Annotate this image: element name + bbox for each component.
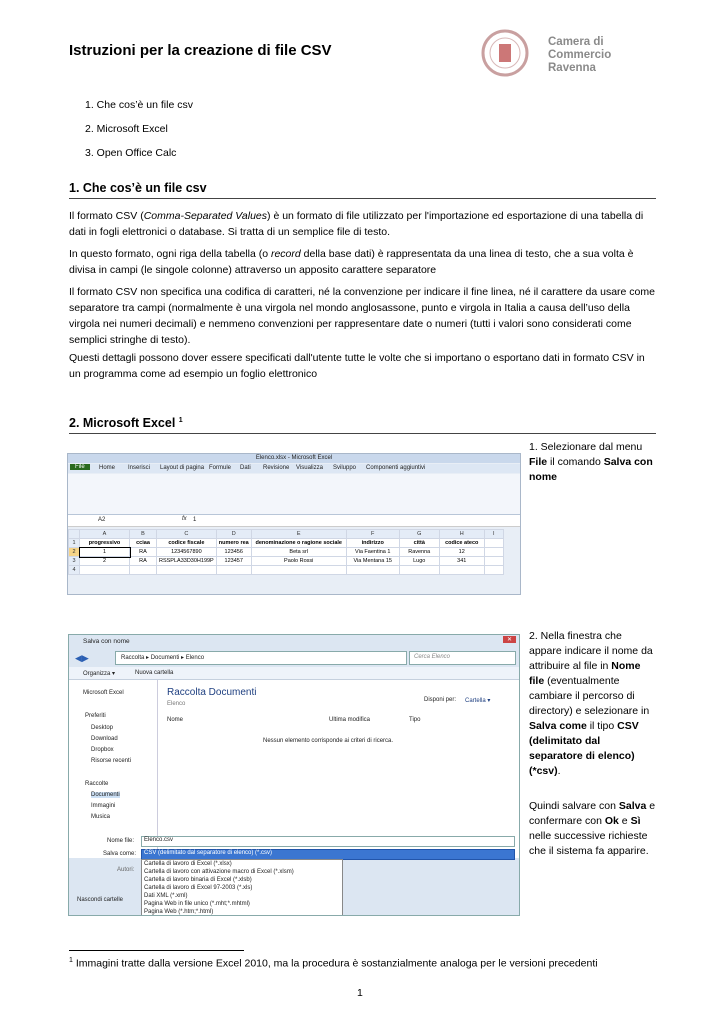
dropdown-option[interactable]: Cartella di lavoro di Excel (*.xlsx) bbox=[144, 861, 232, 867]
cell[interactable]: 2 bbox=[80, 557, 130, 566]
save-type-dropdown[interactable] bbox=[141, 859, 343, 916]
cell[interactable]: 1 bbox=[80, 548, 130, 557]
page-number: 1 bbox=[357, 987, 363, 999]
dialog-title: Salva con nome bbox=[83, 638, 130, 645]
text: della base dati) è rappresentata da una linea di testo, che a sua volta è divisa in campi (le singole colonne) attraverso un apposito carattere separatore bbox=[69, 248, 634, 276]
table-of-contents bbox=[85, 93, 193, 165]
nav-download[interactable]: Download bbox=[91, 736, 118, 742]
cell[interactable] bbox=[484, 548, 503, 557]
column-header[interactable]: B bbox=[130, 530, 157, 539]
text: il tipo bbox=[586, 720, 618, 732]
text: (eventualmente cambiare il percorso di directory) e selezionare in bbox=[529, 675, 650, 717]
cell[interactable]: RA bbox=[130, 557, 157, 566]
tab-developer[interactable]: Sviluppo bbox=[333, 465, 357, 471]
cell[interactable]: Lugo bbox=[399, 557, 439, 566]
nav-dropbox[interactable]: Dropbox bbox=[91, 747, 114, 753]
step-2-text bbox=[529, 629, 656, 779]
filename-input[interactable]: Elenco.csv bbox=[144, 837, 174, 843]
toc-item[interactable]: 1. Che cos’è un file csv bbox=[85, 99, 193, 111]
cell[interactable]: Beta srl bbox=[251, 548, 346, 557]
nav-libraries[interactable]: Raccolte bbox=[85, 781, 109, 787]
close-icon[interactable]: ✕ bbox=[503, 636, 516, 643]
nav-pictures[interactable]: Immagini bbox=[91, 803, 116, 809]
formula-bar[interactable]: 1 bbox=[193, 517, 197, 523]
toc-item[interactable]: 2. Microsoft Excel bbox=[85, 123, 168, 135]
column-header[interactable]: D bbox=[216, 530, 251, 539]
footnote-number: 1 bbox=[69, 957, 73, 964]
text: Quindi salvare con bbox=[529, 800, 619, 812]
paragraph: Questi dettagli possono dover essere specificati dall'utente tutte le volte che si importano o esportano dati in formato CSV in un programma come ad esempio un foglio elettronico bbox=[69, 352, 645, 380]
chamber-logo bbox=[480, 28, 655, 78]
logo-line-1: Camera di Commercio bbox=[548, 36, 612, 61]
organize-button[interactable]: Organizza ▾ bbox=[83, 671, 116, 677]
cell[interactable] bbox=[80, 566, 130, 575]
footnote-divider bbox=[69, 950, 244, 951]
menu-name: File bbox=[529, 456, 548, 468]
window-title: Elenco.xlsx - Microsoft Excel bbox=[255, 455, 333, 461]
text: Il formato CSV ( bbox=[69, 210, 144, 222]
column-header-row bbox=[69, 530, 504, 539]
text: il comando bbox=[547, 456, 604, 468]
save-dialog-screenshot bbox=[68, 634, 520, 916]
nav-desktop[interactable]: Desktop bbox=[91, 725, 114, 731]
column-header[interactable]: A bbox=[80, 530, 130, 539]
cell[interactable]: cciaa bbox=[130, 539, 157, 548]
button-name: Sì bbox=[630, 815, 641, 827]
text: e bbox=[618, 815, 631, 827]
save-type-label: Salva come: bbox=[103, 851, 137, 857]
section-2-heading bbox=[69, 416, 656, 434]
cell[interactable]: RA bbox=[130, 548, 157, 557]
nav-recent[interactable]: Risorse recenti bbox=[91, 758, 132, 764]
cell[interactable]: 341 bbox=[439, 557, 484, 566]
cell[interactable] bbox=[130, 566, 157, 575]
tab-addins[interactable]: Componenti aggiuntivi bbox=[366, 465, 426, 471]
cell[interactable] bbox=[439, 566, 484, 575]
column-header[interactable]: H bbox=[439, 530, 484, 539]
dropdown-option[interactable]: Pagina Web (*.htm;*.html) bbox=[144, 909, 214, 915]
footnote-ref[interactable]: 1 bbox=[178, 416, 183, 424]
table-row bbox=[69, 548, 504, 557]
nav-documents[interactable]: Documenti bbox=[91, 792, 120, 798]
button-name: Ok bbox=[604, 815, 619, 827]
column-header[interactable]: G bbox=[399, 530, 439, 539]
name-box[interactable]: A2 bbox=[98, 517, 106, 523]
cell[interactable] bbox=[399, 566, 439, 575]
footnote-text: Immagini tratte dalla versione Excel 2010, ma la procedura è sostanzialmente analoga per le versioni precedenti bbox=[72, 957, 598, 970]
ribbon bbox=[68, 474, 520, 515]
tab-data[interactable]: Dati bbox=[240, 465, 251, 471]
text: 1. Selezionare dal menu bbox=[529, 441, 643, 453]
corner-cell[interactable] bbox=[69, 530, 80, 539]
cell[interactable] bbox=[157, 566, 217, 575]
fx-icon: fx bbox=[182, 516, 187, 522]
arrange-dropdown[interactable]: Cartella ▾ bbox=[465, 698, 491, 704]
table-row bbox=[69, 566, 504, 575]
field-name: Nome file bbox=[529, 660, 641, 687]
cell[interactable]: Via Faentina 1 bbox=[346, 548, 399, 557]
library-subtitle: Elenco bbox=[167, 701, 186, 707]
dropdown-option[interactable]: Pagina Web in file unico (*.mht;*.mhtml) bbox=[144, 901, 250, 907]
empty-message: Nessun elemento corrisponde ai criteri di ricerca. bbox=[263, 738, 394, 744]
cell[interactable]: indirizzo bbox=[346, 539, 399, 548]
paragraph bbox=[69, 246, 656, 278]
footnote bbox=[69, 957, 598, 970]
toc-item[interactable]: 3. Open Office Calc bbox=[85, 147, 177, 159]
address-bar[interactable]: Raccolta ▸ Documenti ▸ Elenco bbox=[121, 655, 205, 661]
cell[interactable]: numero rea bbox=[216, 539, 251, 548]
cell[interactable] bbox=[251, 566, 346, 575]
tab-view[interactable]: Visualizza bbox=[296, 465, 323, 471]
text: e confermare con bbox=[529, 800, 656, 827]
cell[interactable]: progressivo bbox=[80, 539, 130, 548]
section-1-heading: 1. Che cos’è un file csv bbox=[69, 181, 656, 199]
column-header[interactable]: I bbox=[484, 530, 503, 539]
arrange-label: Disponi per: bbox=[424, 697, 457, 703]
row-header[interactable]: 2 bbox=[69, 548, 80, 557]
row-header[interactable]: 3 bbox=[69, 557, 80, 566]
text: In questo formato, ogni riga della tabella (o bbox=[69, 248, 271, 260]
nav-microsoft-excel[interactable]: Microsoft Excel bbox=[83, 690, 124, 696]
tab-page-layout[interactable]: Layout di pagina bbox=[160, 465, 205, 471]
search-input[interactable]: Cerca Elenco bbox=[414, 654, 451, 660]
hide-folders-button[interactable]: Nascondi cartelle bbox=[77, 897, 124, 903]
text: 2. Nella finestra che appare indicare il nome da attribuire al file in bbox=[529, 630, 653, 672]
command-name: Salva con nome bbox=[529, 456, 653, 483]
save-type-select[interactable]: CSV (delimitato dal separatore di elenco) (*.csv) bbox=[144, 850, 273, 856]
authors-label: Autori: bbox=[117, 867, 135, 873]
cell[interactable]: 12 bbox=[439, 548, 484, 557]
row-header[interactable]: 1 bbox=[69, 539, 80, 548]
table-row bbox=[69, 557, 504, 566]
cell[interactable]: Paolo Rossi bbox=[251, 557, 346, 566]
new-folder-button[interactable]: Nuova cartella bbox=[135, 670, 174, 676]
text: 2. Microsoft Excel bbox=[69, 416, 176, 430]
cell[interactable] bbox=[346, 566, 399, 575]
column-type[interactable]: Tipo bbox=[409, 717, 421, 723]
cell[interactable]: codice fiscale bbox=[157, 539, 217, 548]
cell[interactable]: Via Mentana 15 bbox=[346, 557, 399, 566]
column-modified[interactable]: Ultima modifica bbox=[329, 717, 371, 723]
column-header[interactable]: E bbox=[251, 530, 346, 539]
field-name: Salva come bbox=[529, 720, 587, 732]
row-header[interactable]: 4 bbox=[69, 566, 80, 575]
cell[interactable] bbox=[484, 566, 503, 575]
paragraph: Il formato CSV non specifica una codifica di caratteri, né la convenzione per indicare il fine linea, né il carattere da usare come separatore tra campi (normalmente è una virgola nel mondo anglosassone, punto e virgola in Italia a causa dell’uso della virgola nei numeri decimali) e nemmeno convenzioni per rappresentare date o numeri (tutti i valori sono considerati come semplici stringhe di testo). bbox=[69, 286, 655, 346]
nav-music[interactable]: Musica bbox=[91, 814, 111, 820]
cell[interactable]: città bbox=[399, 539, 439, 548]
tab-home[interactable]: Home bbox=[99, 465, 116, 471]
back-icon[interactable]: ◀▶ bbox=[75, 653, 89, 663]
emphasis: record bbox=[270, 248, 301, 260]
cell[interactable]: RSSPLA33D30H199P bbox=[157, 557, 217, 566]
excel-screenshot bbox=[67, 453, 521, 595]
page-title: Istruzioni per la creazione di file CSV bbox=[69, 42, 332, 59]
dropdown-option[interactable]: Dati XML (*.xml) bbox=[144, 893, 188, 899]
paragraph bbox=[69, 208, 656, 240]
filename-label: Nome file: bbox=[107, 838, 135, 844]
cell[interactable] bbox=[484, 557, 503, 566]
tab-formulas[interactable]: Formule bbox=[209, 465, 232, 471]
dropdown-option[interactable]: Cartella di lavoro di Excel 97-2003 (*.xls) bbox=[144, 885, 253, 891]
column-name[interactable]: Nome bbox=[167, 717, 184, 723]
tab-insert[interactable]: Inserisci bbox=[128, 465, 151, 471]
library-title: Raccolta Documenti bbox=[167, 687, 257, 698]
nav-favorites[interactable]: Preferiti bbox=[85, 713, 106, 719]
column-header[interactable]: C bbox=[157, 530, 217, 539]
dropdown-option[interactable]: Cartella di lavoro con attivazione macro di Excel (*.xlsm) bbox=[144, 869, 294, 875]
spreadsheet-grid[interactable] bbox=[68, 529, 504, 575]
tab-file[interactable]: File bbox=[70, 464, 90, 470]
tab-review[interactable]: Revisione bbox=[263, 465, 290, 471]
text: . bbox=[557, 765, 561, 777]
seal-icon bbox=[480, 28, 536, 78]
emphasis: Comma-Separated Values bbox=[143, 210, 268, 222]
button-name: Salva bbox=[618, 800, 647, 812]
cell[interactable] bbox=[216, 566, 251, 575]
cell[interactable]: 123457 bbox=[216, 557, 251, 566]
text: nelle successive richieste che il sistema fa apparire. bbox=[529, 830, 649, 857]
logo-line-2: Ravenna bbox=[548, 62, 596, 74]
cell[interactable] bbox=[484, 539, 503, 548]
text: ) è un formato di file utilizzato per l'importazione ed esportazione di una tabella di dati in fogli elettronici o database. Si tratta di un semplice file di testo. bbox=[69, 210, 644, 238]
file-type: CSV (delimitato dal separatore di elenco) (*csv) bbox=[529, 720, 639, 777]
cell[interactable]: denominazione o ragione sociale bbox=[251, 539, 346, 548]
table-row bbox=[69, 539, 504, 548]
cell[interactable]: Ravenna bbox=[399, 548, 439, 557]
step-3-text bbox=[529, 799, 656, 859]
dropdown-option[interactable]: Cartella di lavoro binaria di Excel (*.xlsb) bbox=[144, 877, 252, 883]
step-1-text bbox=[529, 440, 656, 485]
column-header[interactable]: F bbox=[346, 530, 399, 539]
cell[interactable]: codice ateco bbox=[439, 539, 484, 548]
cell[interactable]: 123456 bbox=[216, 548, 251, 557]
cell[interactable]: 1234567890 bbox=[157, 548, 217, 557]
